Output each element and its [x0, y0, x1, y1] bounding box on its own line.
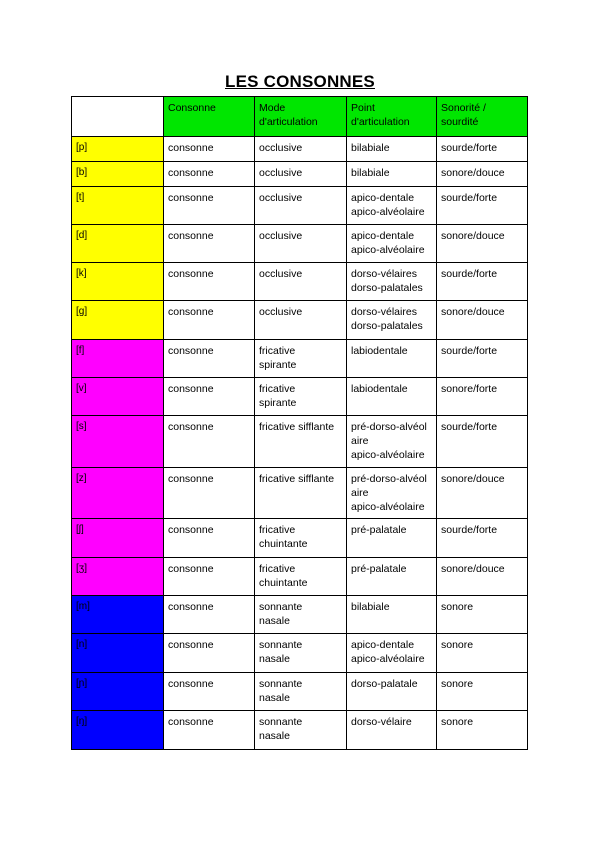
sonorite-cell-line: sonore	[441, 678, 474, 690]
mode-cell	[255, 378, 347, 416]
point-cell	[347, 378, 437, 416]
point-cell-line: dorso-vélaire	[351, 716, 412, 728]
mode-cell	[255, 301, 347, 340]
type-cell	[164, 162, 255, 187]
point-cell-line: bilabiale	[351, 142, 390, 154]
type-cell-line: consonne	[168, 473, 214, 485]
mode-cell-line: occlusive	[259, 306, 303, 318]
type-cell-line: consonne	[168, 192, 214, 204]
table-row	[72, 558, 528, 596]
sonorite-cell	[437, 673, 528, 711]
point-cell-line: dorso-palatale	[351, 678, 418, 690]
mode-cell	[255, 519, 347, 558]
mode-cell-line: nasale	[259, 615, 290, 627]
point-cell-line: pré-dorso-alvéol	[351, 421, 427, 433]
sonorite-cell-line: sonore/douce	[441, 167, 505, 179]
point-cell-line: pré-palatale	[351, 524, 407, 536]
type-cell-line: consonne	[168, 345, 214, 357]
mode-cell-line: fricative	[259, 563, 296, 575]
sonorite-cell	[437, 596, 528, 634]
point-cell-line: aire	[351, 435, 369, 447]
sonorite-cell-line: sourde/forte	[441, 268, 498, 280]
type-cell-line: consonne	[168, 563, 214, 575]
sonorite-cell	[437, 263, 528, 301]
point-cell	[347, 162, 437, 187]
mode-cell-line: occlusive	[259, 268, 303, 280]
point-cell	[347, 634, 437, 673]
type-cell	[164, 519, 255, 558]
table-row	[72, 301, 528, 340]
point-cell-line: dorso-vélaires	[351, 306, 417, 318]
type-cell-line: consonne	[168, 678, 214, 690]
phoneme-cell-line: [v]	[76, 383, 87, 394]
phoneme-cell	[72, 596, 164, 634]
header-corner-cell	[72, 97, 164, 137]
sonorite-cell-line: sonore/douce	[441, 473, 505, 485]
phoneme-cell	[72, 137, 164, 162]
sonorite-cell-line: sourde/forte	[441, 142, 498, 154]
mode-cell	[255, 673, 347, 711]
phoneme-cell	[72, 378, 164, 416]
type-cell-line: consonne	[168, 421, 214, 433]
table-row	[72, 673, 528, 711]
point-cell	[347, 416, 437, 468]
mode-cell	[255, 596, 347, 634]
mode-cell-line: fricative sifflante	[259, 421, 335, 433]
sonorite-cell-line: sonore/douce	[441, 563, 505, 575]
header-point	[347, 97, 437, 137]
point-cell-line: dorso-palatales	[351, 282, 423, 294]
mode-cell-line: occlusive	[259, 167, 303, 179]
sonorite-cell-line: sonore	[441, 716, 474, 728]
point-cell-line: bilabiale	[351, 167, 390, 179]
phoneme-cell-line: [b]	[76, 167, 88, 178]
mode-cell	[255, 162, 347, 187]
type-cell-line: consonne	[168, 524, 214, 536]
sonorite-cell-line: sourde/forte	[441, 192, 498, 204]
mode-cell-line: fricative	[259, 383, 296, 395]
type-cell	[164, 301, 255, 340]
type-cell-line: consonne	[168, 142, 214, 154]
mode-cell	[255, 225, 347, 263]
point-cell-line: dorso-palatales	[351, 320, 423, 332]
phoneme-cell-line: [z]	[76, 473, 87, 484]
sonorite-cell	[437, 468, 528, 519]
header-consonne-label	[168, 101, 250, 115]
page-title: LES CONSONNES	[225, 72, 375, 91]
phoneme-cell	[72, 519, 164, 558]
mode-cell	[255, 634, 347, 673]
sonorite-cell	[437, 301, 528, 340]
point-cell-line: bilabiale	[351, 601, 390, 613]
table-row	[72, 340, 528, 378]
point-cell	[347, 340, 437, 378]
sonorite-cell	[437, 634, 528, 673]
phoneme-cell	[72, 187, 164, 225]
mode-cell	[255, 711, 347, 750]
type-cell-line: consonne	[168, 306, 214, 318]
header-sonorite-label	[441, 101, 523, 129]
type-cell	[164, 558, 255, 596]
point-cell-line: pré-dorso-alvéol	[351, 473, 427, 485]
sonorite-cell-line: sourde/forte	[441, 524, 498, 536]
table-body	[72, 137, 528, 750]
mode-cell-line: occlusive	[259, 230, 303, 242]
point-cell	[347, 301, 437, 340]
sonorite-cell	[437, 340, 528, 378]
header-mode-label	[259, 101, 342, 129]
point-cell-line: apico-dentale	[351, 192, 415, 204]
type-cell-line: consonne	[168, 639, 214, 651]
mode-cell-line: fricative sifflante	[259, 473, 335, 485]
point-cell	[347, 225, 437, 263]
point-cell-line: labiodentale	[351, 383, 408, 395]
point-cell-line: labiodentale	[351, 345, 408, 357]
point-cell	[347, 558, 437, 596]
consonants-table	[71, 96, 528, 750]
point-cell-line: apico-alvéolaire	[351, 244, 425, 256]
type-cell-line: consonne	[168, 601, 214, 613]
type-cell	[164, 673, 255, 711]
mode-cell-line: occlusive	[259, 142, 303, 154]
mode-cell-line: nasale	[259, 653, 290, 665]
phoneme-cell	[72, 162, 164, 187]
mode-cell-line: sonnante	[259, 601, 303, 613]
point-cell-line: apico-alvéolaire	[351, 449, 425, 461]
phoneme-cell-line: [m]	[76, 601, 90, 612]
mode-cell	[255, 468, 347, 519]
table-row	[72, 187, 528, 225]
table-row	[72, 263, 528, 301]
sonorite-cell-line: sonore/douce	[441, 230, 505, 242]
header-line: Point	[351, 102, 375, 114]
mode-cell-line: spirante	[259, 397, 297, 409]
point-cell	[347, 673, 437, 711]
mode-cell	[255, 558, 347, 596]
type-cell	[164, 187, 255, 225]
table-row	[72, 634, 528, 673]
sonorite-cell	[437, 378, 528, 416]
type-cell	[164, 225, 255, 263]
phoneme-cell	[72, 301, 164, 340]
point-cell-line: pré-palatale	[351, 563, 407, 575]
phoneme-cell	[72, 673, 164, 711]
point-cell-line: apico-dentale	[351, 639, 415, 651]
table-row	[72, 596, 528, 634]
phoneme-cell	[72, 340, 164, 378]
sonorite-cell	[437, 187, 528, 225]
phoneme-cell-line: [k]	[76, 268, 87, 279]
point-cell-line: aire	[351, 487, 369, 499]
phoneme-cell-line: [d]	[76, 230, 88, 241]
type-cell	[164, 711, 255, 750]
table-row	[72, 137, 528, 162]
type-cell-line: consonne	[168, 167, 214, 179]
phoneme-cell-line: [f]	[76, 345, 85, 356]
phoneme-cell	[72, 468, 164, 519]
header-sonorite	[437, 97, 528, 137]
phoneme-cell	[72, 263, 164, 301]
point-cell-line: apico-alvéolaire	[351, 653, 425, 665]
type-cell	[164, 340, 255, 378]
phoneme-cell-line: [p]	[76, 142, 88, 153]
sonorite-cell-line: sourde/forte	[441, 421, 498, 433]
point-cell	[347, 137, 437, 162]
sonorite-cell	[437, 558, 528, 596]
point-cell	[347, 711, 437, 750]
table-row	[72, 468, 528, 519]
mode-cell-line: chuintante	[259, 538, 308, 550]
point-cell-line: apico-alvéolaire	[351, 501, 425, 513]
sonorite-cell	[437, 416, 528, 468]
phoneme-cell-line: [s]	[76, 421, 87, 432]
mode-cell	[255, 187, 347, 225]
phoneme-cell-line: [ŋ]	[76, 716, 88, 727]
mode-cell	[255, 263, 347, 301]
point-cell-line: dorso-vélaires	[351, 268, 417, 280]
point-cell	[347, 519, 437, 558]
point-cell	[347, 187, 437, 225]
type-cell-line: consonne	[168, 268, 214, 280]
mode-cell-line: nasale	[259, 692, 290, 704]
phoneme-cell-line: [ʒ]	[76, 563, 88, 574]
mode-cell	[255, 340, 347, 378]
mode-cell	[255, 416, 347, 468]
header-line: d'articulation	[351, 116, 410, 128]
phoneme-cell-line: [g]	[76, 306, 88, 317]
type-cell	[164, 596, 255, 634]
header-consonne	[164, 97, 255, 137]
phoneme-cell-line: [n]	[76, 639, 88, 650]
mode-cell	[255, 137, 347, 162]
header-line: Mode	[259, 102, 286, 114]
phoneme-cell	[72, 711, 164, 750]
mode-cell-line: sonnante	[259, 716, 303, 728]
phoneme-cell	[72, 225, 164, 263]
mode-cell-line: fricative	[259, 524, 296, 536]
phoneme-cell	[72, 634, 164, 673]
type-cell	[164, 378, 255, 416]
table-row	[72, 378, 528, 416]
type-cell	[164, 263, 255, 301]
type-cell	[164, 137, 255, 162]
point-cell	[347, 596, 437, 634]
phoneme-cell	[72, 416, 164, 468]
mode-cell-line: sonnante	[259, 678, 303, 690]
sonorite-cell-line: sourde/forte	[441, 345, 498, 357]
sonorite-cell-line: sonore	[441, 601, 474, 613]
header-line: d'articulation	[259, 116, 318, 128]
type-cell	[164, 468, 255, 519]
table-row	[72, 519, 528, 558]
sonorite-cell-line: sonore/douce	[441, 306, 505, 318]
header-row	[72, 97, 528, 137]
header-mode	[255, 97, 347, 137]
sonorite-cell-line: sonore	[441, 639, 474, 651]
table-row	[72, 711, 528, 750]
mode-cell-line: occlusive	[259, 192, 303, 204]
header-line: sourdité	[441, 116, 479, 128]
phoneme-cell	[72, 558, 164, 596]
header-line: Sonorité /	[441, 102, 486, 114]
mode-cell-line: spirante	[259, 359, 297, 371]
sonorite-cell	[437, 162, 528, 187]
table-row	[72, 162, 528, 187]
type-cell-line: consonne	[168, 230, 214, 242]
header-line: Consonne	[168, 102, 216, 114]
phoneme-cell-line: [ɲ]	[76, 678, 88, 689]
table-header	[72, 97, 528, 137]
sonorite-cell-line: sonore/forte	[441, 383, 498, 395]
sonorite-cell	[437, 519, 528, 558]
type-cell	[164, 634, 255, 673]
point-cell-line: apico-dentale	[351, 230, 415, 242]
point-cell	[347, 468, 437, 519]
table-row	[72, 225, 528, 263]
sonorite-cell	[437, 225, 528, 263]
type-cell-line: consonne	[168, 383, 214, 395]
type-cell-line: consonne	[168, 716, 214, 728]
point-cell-line: apico-alvéolaire	[351, 206, 425, 218]
header-point-label	[351, 101, 432, 129]
table-row	[72, 416, 528, 468]
mode-cell-line: sonnante	[259, 639, 303, 651]
sonorite-cell	[437, 137, 528, 162]
type-cell	[164, 416, 255, 468]
mode-cell-line: nasale	[259, 730, 290, 742]
sonorite-cell	[437, 711, 528, 750]
phoneme-cell-line: [ʃ]	[76, 524, 84, 535]
mode-cell-line: fricative	[259, 345, 296, 357]
phoneme-cell-line: [t]	[76, 192, 85, 203]
point-cell	[347, 263, 437, 301]
mode-cell-line: chuintante	[259, 577, 308, 589]
